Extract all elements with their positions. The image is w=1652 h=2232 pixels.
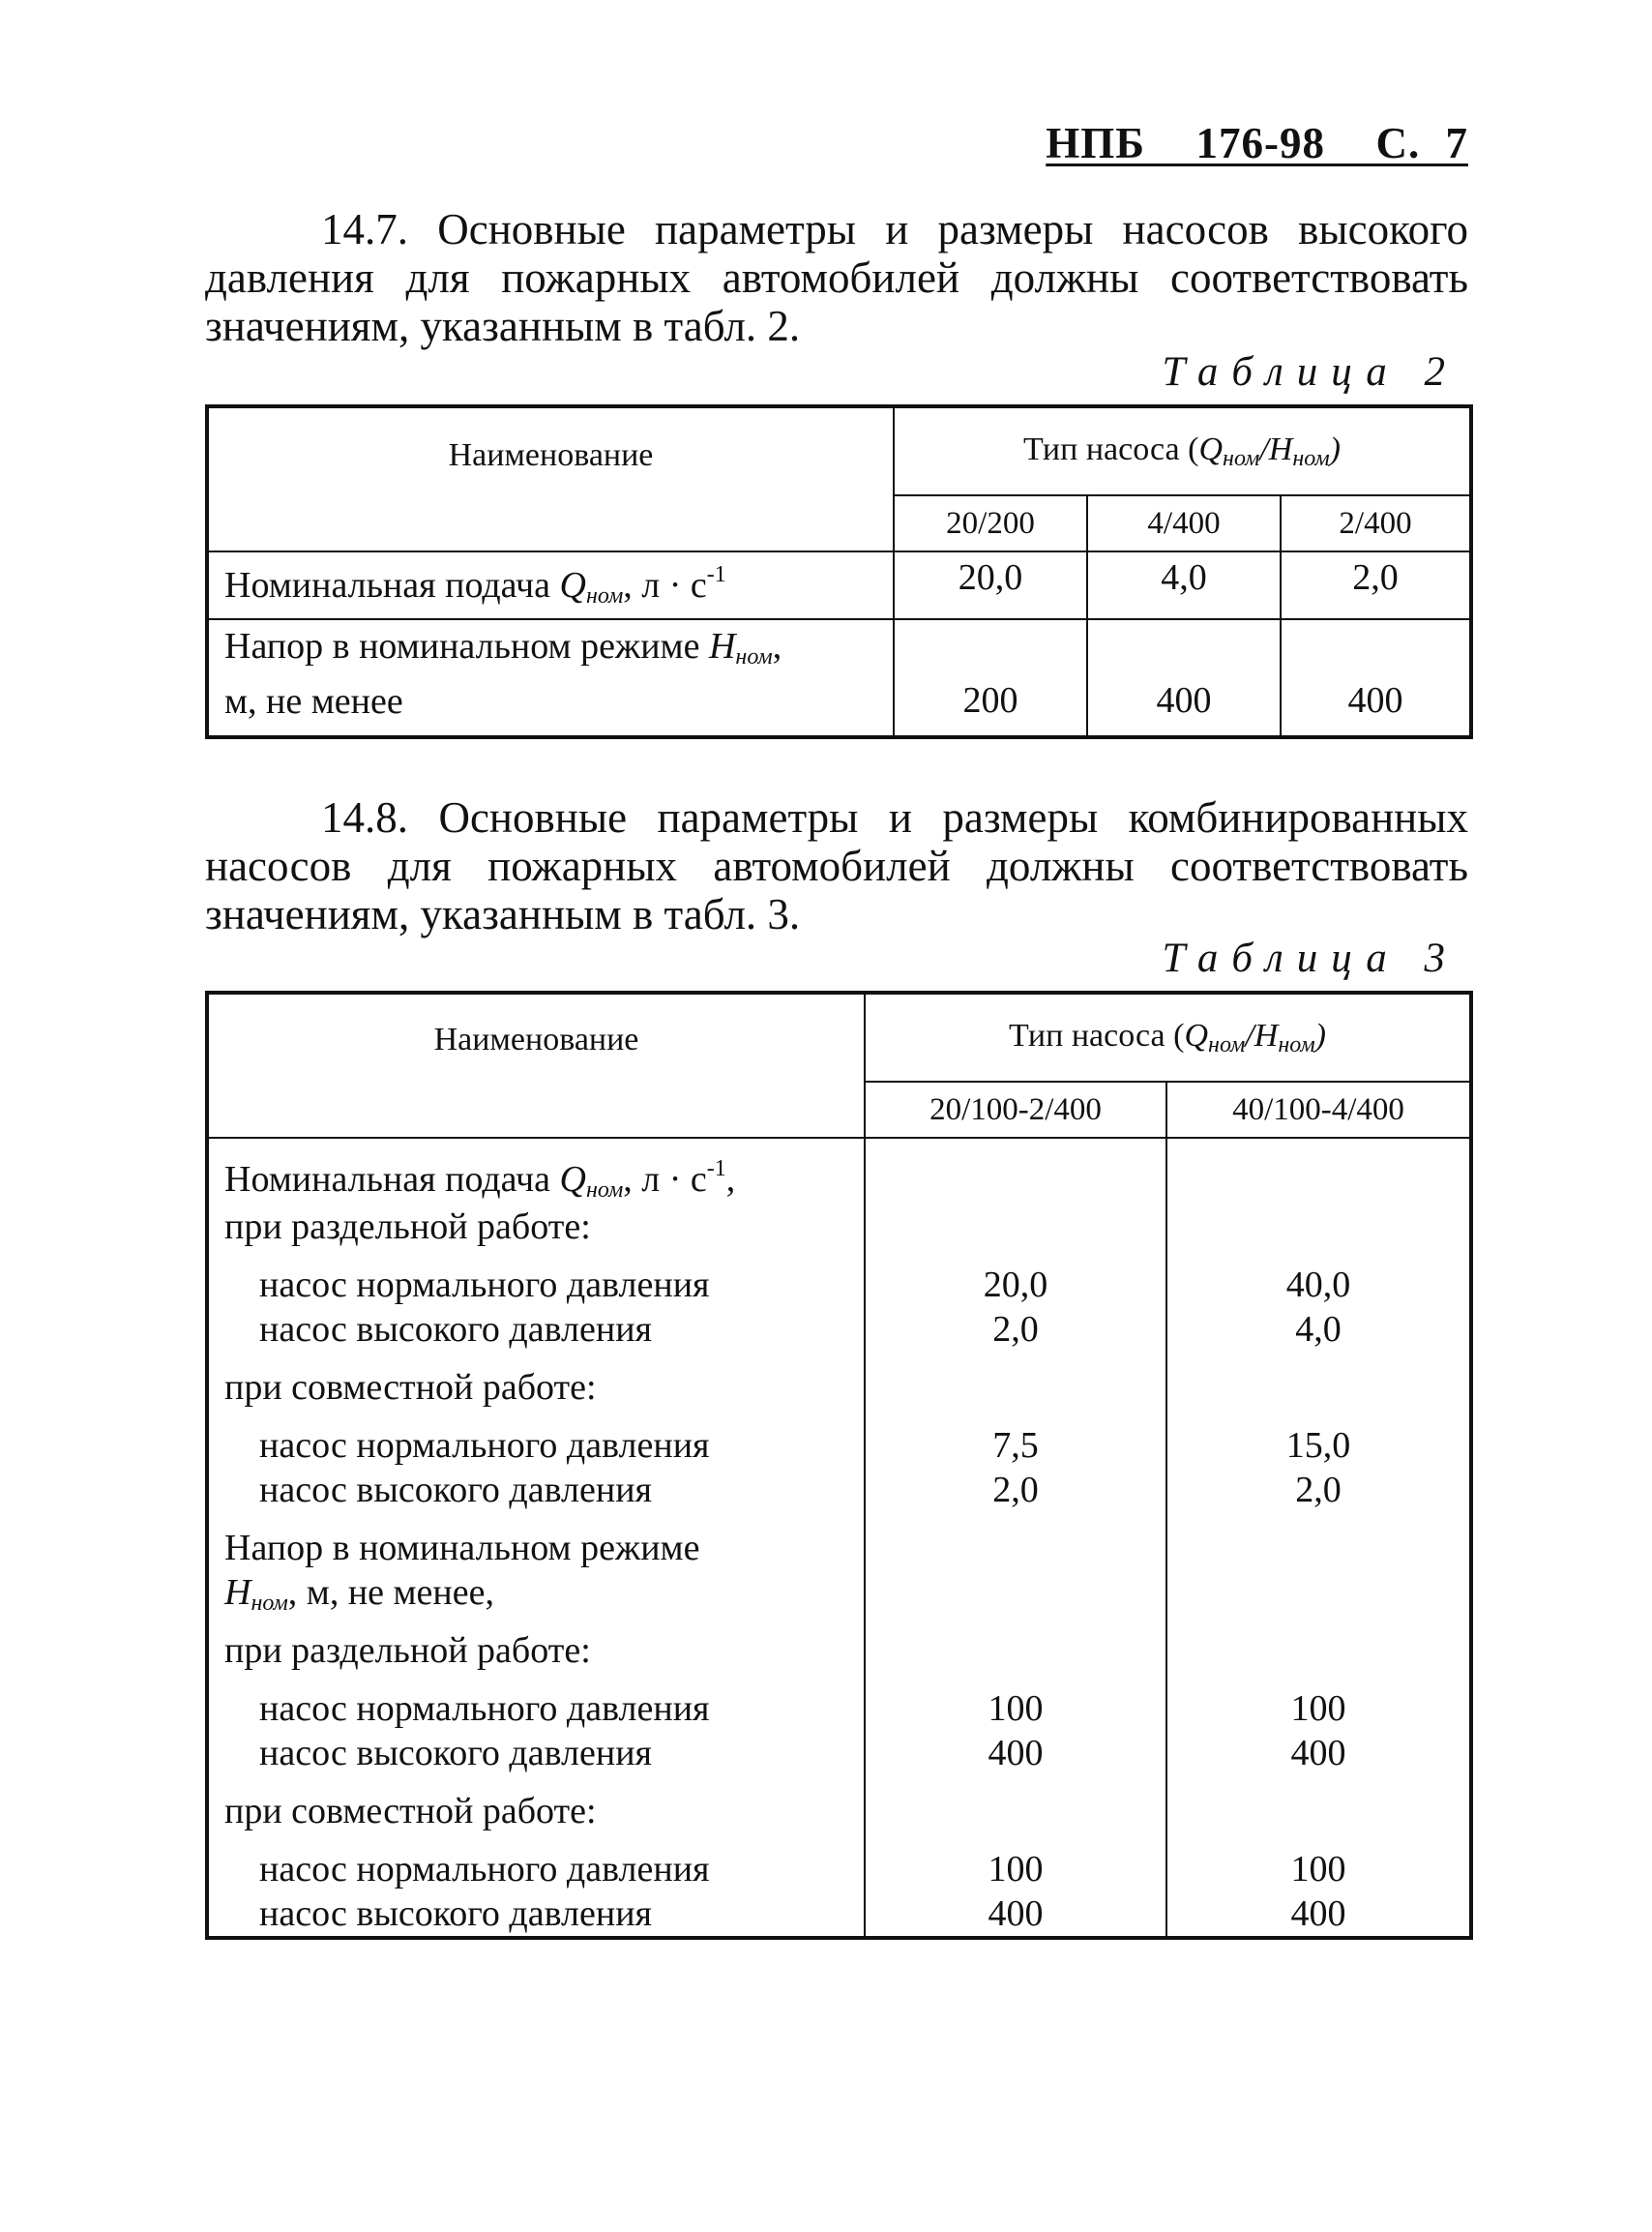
label-prefix: Номинальная подача xyxy=(224,1159,560,1200)
table-3 xyxy=(205,991,1473,1940)
value-cell: 400 xyxy=(1290,1733,1346,1773)
paragraph-text: Основные параметры и размеры комбинированных насосов для пожарных автомобилей должны соответствовать значениям, указанным в табл. 3. xyxy=(205,793,1469,938)
section-number: 14.7. xyxy=(321,205,408,253)
label-q-line xyxy=(209,1146,864,1203)
label-line-1 xyxy=(224,624,893,679)
table2-cell: 200 xyxy=(894,619,1087,737)
value-cell: 400 xyxy=(1290,1893,1346,1934)
table2-col-1: 20/200 xyxy=(894,495,1087,551)
paragraph-14-8 xyxy=(205,793,1468,938)
value-cell: 400 xyxy=(988,1733,1044,1773)
label-normal-pump: насос нормального давления xyxy=(259,1425,710,1466)
value-cell: 100 xyxy=(988,1688,1044,1729)
comma: , xyxy=(725,1159,736,1200)
header-type-prefix: Тип насоса ( xyxy=(1009,1017,1185,1054)
value-cell: 2,0 xyxy=(992,1470,1039,1510)
value-cell: 20,0 xyxy=(983,1265,1048,1305)
table2-cell: 400 xyxy=(1281,619,1471,737)
q-symbol: Q xyxy=(559,565,586,606)
label-joint: при совместной работе: xyxy=(224,1791,597,1831)
table3-col-1: 20/100-2/400 xyxy=(865,1082,1166,1138)
label-h-line-2 xyxy=(209,1570,864,1615)
q-subscript: ном xyxy=(1208,1031,1246,1057)
label-high-pump: насос высокого давления xyxy=(259,1733,653,1773)
label-normal-pump: насос нормального давления xyxy=(259,1688,710,1729)
q-symbol: Q xyxy=(559,1159,586,1200)
label-prefix: Номинальная подача xyxy=(224,565,560,606)
label-high-pump: насос высокого давления xyxy=(259,1893,653,1934)
value-cell: 400 xyxy=(988,1893,1044,1934)
label-prefix: Напор в номинальном режиме xyxy=(224,626,709,667)
q-subscript: ном xyxy=(585,1177,624,1203)
table3-col2-values xyxy=(1166,1138,1471,1938)
q-subscript: ном xyxy=(1223,445,1260,471)
table2-col-2: 4/400 xyxy=(1087,495,1281,551)
label-line-2: м, не менее xyxy=(224,681,403,722)
slash: / xyxy=(1245,1017,1254,1054)
value-cell: 100 xyxy=(1290,1849,1346,1890)
running-head: НПБ 176-98 С. 7 xyxy=(1046,119,1468,167)
q-symbol: Q xyxy=(1184,1017,1209,1054)
section-number: 14.8. xyxy=(321,793,408,842)
table-2 xyxy=(205,404,1473,739)
close-paren: ) xyxy=(1329,431,1341,467)
value-cell: 100 xyxy=(1290,1688,1346,1729)
unit: , л · с xyxy=(623,1159,707,1200)
exponent: -1 xyxy=(706,562,726,587)
table3-header-name: Наименование xyxy=(207,993,865,1138)
paragraph-text: Основные параметры и размеры насосов высокого давления для пожарных автомобилей должны соответствовать значениям, указанным в табл. 2. xyxy=(205,205,1469,350)
unit: , л · с xyxy=(623,565,707,606)
label-separate: при раздельной работе: xyxy=(224,1206,591,1247)
value-cell: 2,0 xyxy=(1295,1470,1342,1510)
table3-labels xyxy=(207,1138,865,1938)
table2-cell: 2,0 xyxy=(1281,551,1471,619)
label-tail: , м, не менее, xyxy=(287,1572,494,1613)
q-symbol: Q xyxy=(1198,431,1224,467)
table3-header-type xyxy=(865,993,1471,1082)
q-subscript: ном xyxy=(585,583,624,609)
h-subscript: ном xyxy=(1278,1031,1315,1057)
value-cell: 15,0 xyxy=(1285,1425,1351,1466)
table3-col1-values xyxy=(865,1138,1166,1938)
label-normal-pump: насос нормального давления xyxy=(259,1849,710,1890)
table3-col-2: 40/100-4/400 xyxy=(1166,1082,1471,1138)
table2-caption: Таблица 2 xyxy=(1162,349,1459,395)
close-paren: ) xyxy=(1314,1017,1326,1054)
h-subscript: ном xyxy=(251,1591,288,1616)
header-type-prefix: Тип насоса ( xyxy=(1023,431,1199,467)
h-subscript: ном xyxy=(1292,445,1330,471)
value-cell: 4,0 xyxy=(1295,1309,1342,1350)
label-high-pump: насос высокого давления xyxy=(259,1309,653,1350)
h-symbol: H xyxy=(1268,431,1293,467)
h-symbol: H xyxy=(708,626,736,667)
value-cell: 40,0 xyxy=(1285,1265,1351,1305)
label-joint: при совместной работе: xyxy=(224,1367,597,1408)
table2-row1-label xyxy=(207,551,894,619)
table2-cell: 400 xyxy=(1087,619,1281,737)
h-symbol: H xyxy=(224,1572,251,1613)
table2-header-name: Наименование xyxy=(207,406,894,551)
label-high-pump: насос высокого давления xyxy=(259,1470,653,1510)
value-cell: 2,0 xyxy=(992,1309,1039,1350)
value-cell: 7,5 xyxy=(992,1425,1039,1466)
h-subscript: ном xyxy=(735,644,773,670)
table2-header-type xyxy=(894,406,1471,495)
exponent: -1 xyxy=(706,1156,726,1181)
comma: , xyxy=(772,626,782,667)
table2-col-3: 2/400 xyxy=(1281,495,1471,551)
value-cell: 100 xyxy=(988,1849,1044,1890)
label-separate: при раздельной работе: xyxy=(224,1630,591,1671)
label-normal-pump: насос нормального давления xyxy=(259,1265,710,1305)
table3-caption: Таблица 3 xyxy=(1162,936,1459,981)
h-symbol: H xyxy=(1254,1017,1279,1054)
table2-cell: 4,0 xyxy=(1087,551,1281,619)
slash: / xyxy=(1259,431,1269,467)
label-h-line-1: Напор в номинальном режиме xyxy=(224,1528,700,1568)
table2-cell: 20,0 xyxy=(894,551,1087,619)
paragraph-14-7 xyxy=(205,205,1468,350)
table2-row2-label xyxy=(207,619,894,737)
